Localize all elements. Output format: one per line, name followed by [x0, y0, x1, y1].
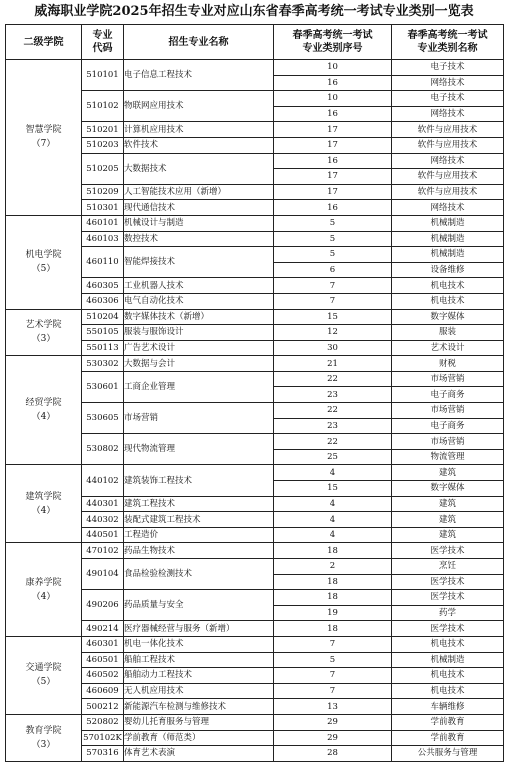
category-name-cell: 机械制造 — [392, 652, 504, 668]
category-seq-cell: 28 — [274, 746, 392, 762]
major-code-cell: 440302 — [82, 512, 124, 528]
major-code-cell: 530601 — [82, 371, 124, 402]
major-name-cell: 新能源汽车检测与维修技术 — [124, 699, 274, 715]
category-seq-cell: 23 — [274, 418, 392, 434]
category-name-cell: 数字媒体 — [392, 481, 504, 497]
category-seq-cell: 17 — [274, 169, 392, 185]
category-seq-cell: 17 — [274, 137, 392, 153]
category-seq-cell: 16 — [274, 75, 392, 91]
major-code-cell: 510101 — [82, 60, 124, 91]
header-college: 二级学院 — [6, 25, 82, 60]
category-seq-cell: 15 — [274, 309, 392, 325]
category-name-cell: 市场营销 — [392, 371, 504, 387]
category-seq-cell: 4 — [274, 527, 392, 543]
college-major-count: （4） — [31, 505, 56, 516]
major-name-cell: 数控技术 — [124, 231, 274, 247]
category-name-cell: 电子技术 — [392, 91, 504, 107]
header-category-seq: 春季高考统一考试 专业类别序号 — [274, 25, 392, 60]
category-name-cell: 艺术设计 — [392, 340, 504, 356]
major-code-cell: 500212 — [82, 699, 124, 715]
category-name-cell: 机械制造 — [392, 247, 504, 263]
category-seq-cell: 4 — [274, 512, 392, 528]
major-name-cell: 学前教育（师范类） — [124, 730, 274, 746]
category-seq-cell: 22 — [274, 403, 392, 419]
major-code-cell: 490104 — [82, 559, 124, 590]
category-name-cell: 学前教育 — [392, 714, 504, 730]
category-name-cell: 数字媒体 — [392, 309, 504, 325]
major-code-cell: 490214 — [82, 621, 124, 637]
category-name-cell: 设备维修 — [392, 262, 504, 278]
major-code-cell: 460101 — [82, 215, 124, 231]
category-seq-cell: 5 — [274, 231, 392, 247]
college-major-count: （7） — [31, 139, 56, 150]
category-name-cell: 机械制造 — [392, 215, 504, 231]
college-major-count: （4） — [31, 591, 56, 602]
category-name-cell: 车辆维修 — [392, 699, 504, 715]
major-name-cell: 人工智能技术应用（新增） — [124, 184, 274, 200]
major-code-cell: 530802 — [82, 434, 124, 465]
major-code-cell: 530302 — [82, 356, 124, 372]
major-name-cell: 广告艺术设计 — [124, 340, 274, 356]
major-code-cell: 440501 — [82, 527, 124, 543]
major-name-cell: 建筑装饰工程技术 — [124, 465, 274, 496]
major-code-cell: 530605 — [82, 403, 124, 434]
major-name-cell: 婴幼儿托育服务与管理 — [124, 714, 274, 730]
category-name-cell: 机械制造 — [392, 231, 504, 247]
table-row — [6, 636, 504, 652]
category-name-cell: 建筑 — [392, 465, 504, 481]
category-name-cell: 软件与应用技术 — [392, 137, 504, 153]
college-name: 经贸学院 — [25, 398, 62, 409]
table-row — [6, 215, 504, 231]
major-name-cell: 市场营销 — [124, 403, 274, 434]
college-major-count: （4） — [31, 412, 56, 423]
major-name-cell: 船舶动力工程技术 — [124, 668, 274, 684]
major-name-cell: 软件技术 — [124, 137, 274, 153]
category-seq-cell: 15 — [274, 481, 392, 497]
category-name-cell: 机电技术 — [392, 278, 504, 294]
major-code-cell: 510102 — [82, 91, 124, 122]
major-name-cell: 药品质量与安全 — [124, 590, 274, 621]
college-cell — [6, 356, 82, 465]
category-seq-cell: 10 — [274, 60, 392, 76]
category-name-cell: 市场营销 — [392, 403, 504, 419]
table-row — [6, 714, 504, 730]
category-seq-cell: 16 — [274, 153, 392, 169]
major-name-cell: 机械设计与制造 — [124, 215, 274, 231]
category-name-cell: 服装 — [392, 325, 504, 341]
table-row — [6, 309, 504, 325]
major-code-cell: 460103 — [82, 231, 124, 247]
major-code-cell: 510205 — [82, 153, 124, 184]
major-code-cell: 520802 — [82, 714, 124, 730]
category-name-cell: 软件与应用技术 — [392, 122, 504, 138]
major-name-cell: 体育艺术表演 — [124, 746, 274, 762]
header-major-code: 专业 代码 — [82, 25, 124, 60]
major-name-cell: 药品生物技术 — [124, 543, 274, 559]
college-cell — [6, 543, 82, 637]
category-name-cell: 公共服务与管理 — [392, 746, 504, 762]
major-code-cell: 510209 — [82, 184, 124, 200]
category-name-cell: 网络技术 — [392, 106, 504, 122]
category-name-cell: 医学技术 — [392, 621, 504, 637]
category-name-cell: 电子商务 — [392, 418, 504, 434]
category-seq-cell: 29 — [274, 714, 392, 730]
college-cell — [6, 215, 82, 309]
category-seq-cell: 7 — [274, 293, 392, 309]
major-name-cell: 装配式建筑工程技术 — [124, 512, 274, 528]
category-seq-cell: 10 — [274, 91, 392, 107]
major-name-cell: 建筑工程技术 — [124, 496, 274, 512]
major-code-cell: 510203 — [82, 137, 124, 153]
category-seq-cell: 18 — [274, 621, 392, 637]
major-name-cell: 医疗器械经营与服务（新增） — [124, 621, 274, 637]
category-name-cell: 学前教育 — [392, 730, 504, 746]
major-code-cell: 440301 — [82, 496, 124, 512]
category-seq-cell: 4 — [274, 496, 392, 512]
category-name-cell: 机电技术 — [392, 668, 504, 684]
major-name-cell: 智能焊接技术 — [124, 247, 274, 278]
table-header-row — [6, 25, 504, 60]
college-name: 交通学院 — [25, 663, 62, 674]
major-code-cell: 510301 — [82, 200, 124, 216]
category-seq-cell: 7 — [274, 636, 392, 652]
major-code-cell: 460301 — [82, 636, 124, 652]
major-code-cell: 460306 — [82, 293, 124, 309]
category-seq-cell: 22 — [274, 434, 392, 450]
category-name-cell: 市场营销 — [392, 434, 504, 450]
major-code-cell: 510201 — [82, 122, 124, 138]
category-seq-cell: 18 — [274, 543, 392, 559]
category-name-cell: 软件与应用技术 — [392, 169, 504, 185]
category-seq-cell: 21 — [274, 356, 392, 372]
category-name-cell: 网络技术 — [392, 200, 504, 216]
category-name-cell: 电子商务 — [392, 387, 504, 403]
category-name-cell: 电子技术 — [392, 60, 504, 76]
category-seq-cell: 17 — [274, 122, 392, 138]
header-major-name: 招生专业名称 — [124, 25, 274, 60]
category-seq-cell: 23 — [274, 387, 392, 403]
college-cell — [6, 465, 82, 543]
major-name-cell: 无人机应用技术 — [124, 683, 274, 699]
major-name-cell: 工程造价 — [124, 527, 274, 543]
category-name-cell: 财税 — [392, 356, 504, 372]
table-row — [6, 356, 504, 372]
major-code-cell: 440102 — [82, 465, 124, 496]
major-name-cell: 现代物流管理 — [124, 434, 274, 465]
college-major-count: （5） — [31, 677, 56, 688]
major-code-cell: 460501 — [82, 652, 124, 668]
college-cell — [6, 636, 82, 714]
category-seq-cell: 16 — [274, 106, 392, 122]
category-name-cell: 物流管理 — [392, 449, 504, 465]
category-name-cell: 建筑 — [392, 527, 504, 543]
major-code-cell: 550105 — [82, 325, 124, 341]
category-name-cell: 网络技术 — [392, 153, 504, 169]
category-name-cell: 软件与应用技术 — [392, 184, 504, 200]
category-name-cell: 药学 — [392, 605, 504, 621]
category-name-cell: 机电技术 — [392, 636, 504, 652]
college-name: 建筑学院 — [25, 491, 62, 502]
major-category-table — [5, 24, 504, 762]
college-name: 教育学院 — [25, 725, 62, 736]
category-name-cell: 建筑 — [392, 512, 504, 528]
category-name-cell: 医学技术 — [392, 543, 504, 559]
category-seq-cell: 30 — [274, 340, 392, 356]
category-name-cell: 医学技术 — [392, 574, 504, 590]
category-seq-cell: 4 — [274, 465, 392, 481]
category-seq-cell: 29 — [274, 730, 392, 746]
table-row — [6, 543, 504, 559]
table-row — [6, 60, 504, 76]
college-cell — [6, 714, 82, 761]
major-name-cell: 工业机器人技术 — [124, 278, 274, 294]
college-cell — [6, 60, 82, 216]
category-seq-cell: 5 — [274, 652, 392, 668]
category-seq-cell: 18 — [274, 574, 392, 590]
page-title: 威海职业学院2025年招生专业对应山东省春季高考统一考试专业类别一览表 — [34, 4, 474, 19]
category-seq-cell: 6 — [274, 262, 392, 278]
category-name-cell: 网络技术 — [392, 75, 504, 91]
major-code-cell: 570102K — [82, 730, 124, 746]
major-code-cell: 460305 — [82, 278, 124, 294]
category-seq-cell: 18 — [274, 590, 392, 606]
major-code-cell: 460609 — [82, 683, 124, 699]
major-name-cell: 大数据与会计 — [124, 356, 274, 372]
major-code-cell: 460110 — [82, 247, 124, 278]
college-major-count: （3） — [31, 334, 56, 345]
category-name-cell: 医学技术 — [392, 590, 504, 606]
table-row — [6, 465, 504, 481]
header-category-name: 春季高考统一考试 专业类别名称 — [392, 25, 504, 60]
major-name-cell: 现代通信技术 — [124, 200, 274, 216]
major-name-cell: 大数据技术 — [124, 153, 274, 184]
major-name-cell: 船舶工程技术 — [124, 652, 274, 668]
category-seq-cell: 19 — [274, 605, 392, 621]
college-name: 智慧学院 — [25, 125, 62, 136]
category-seq-cell: 16 — [274, 200, 392, 216]
major-code-cell: 460502 — [82, 668, 124, 684]
major-code-cell: 570316 — [82, 746, 124, 762]
category-seq-cell: 5 — [274, 215, 392, 231]
category-name-cell: 机电技术 — [392, 683, 504, 699]
category-seq-cell: 25 — [274, 449, 392, 465]
major-name-cell: 机电一体化技术 — [124, 636, 274, 652]
major-code-cell: 490206 — [82, 590, 124, 621]
major-name-cell: 食品检验检测技术 — [124, 559, 274, 590]
college-major-count: （3） — [31, 739, 56, 750]
college-cell — [6, 309, 82, 356]
category-seq-cell: 2 — [274, 559, 392, 575]
category-seq-cell: 5 — [274, 247, 392, 263]
college-major-count: （5） — [31, 264, 56, 275]
major-name-cell: 数字媒体技术（新增） — [124, 309, 274, 325]
category-seq-cell: 7 — [274, 668, 392, 684]
major-name-cell: 电子信息工程技术 — [124, 60, 274, 91]
major-code-cell: 510204 — [82, 309, 124, 325]
category-seq-cell: 13 — [274, 699, 392, 715]
college-name: 艺术学院 — [25, 320, 62, 331]
major-name-cell: 工商企业管理 — [124, 371, 274, 402]
major-name-cell: 计算机应用技术 — [124, 122, 274, 138]
college-name: 机电学院 — [25, 250, 62, 261]
category-seq-cell: 7 — [274, 683, 392, 699]
category-name-cell: 烹饪 — [392, 559, 504, 575]
category-seq-cell: 17 — [274, 184, 392, 200]
college-name: 康养学院 — [25, 577, 62, 588]
major-name-cell: 电气自动化技术 — [124, 293, 274, 309]
category-seq-cell: 22 — [274, 371, 392, 387]
category-seq-cell: 12 — [274, 325, 392, 341]
category-seq-cell: 7 — [274, 278, 392, 294]
major-code-cell: 550113 — [82, 340, 124, 356]
category-name-cell: 机电技术 — [392, 293, 504, 309]
major-name-cell: 服装与服饰设计 — [124, 325, 274, 341]
major-code-cell: 470102 — [82, 543, 124, 559]
major-name-cell: 物联网应用技术 — [124, 91, 274, 122]
category-name-cell: 建筑 — [392, 496, 504, 512]
